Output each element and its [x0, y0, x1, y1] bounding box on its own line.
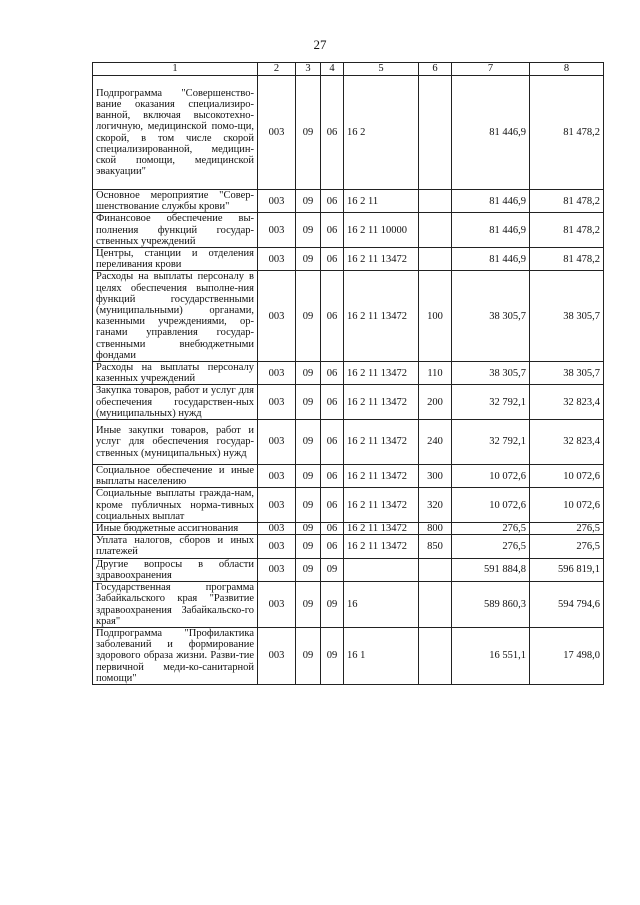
expense-type-cell: [419, 190, 452, 213]
table-header-row: [93, 63, 604, 76]
ministry-code-cell: 003: [258, 190, 296, 213]
section-code-cell: 09: [296, 76, 321, 190]
subsection-code-cell: 09: [321, 582, 344, 628]
amount-year2-cell: 17 498,0: [530, 627, 604, 684]
target-article-cell: 16 2 11: [344, 190, 419, 213]
ministry-code-cell: 003: [258, 558, 296, 581]
row-name-cell: Центры, станции и отделения переливания крови: [93, 248, 258, 271]
amount-year1-cell: 81 446,9: [452, 213, 530, 248]
row-name-cell: Уплата налогов, сборов и иных платежей: [93, 535, 258, 558]
ministry-code-cell: 003: [258, 627, 296, 684]
table-row: [93, 362, 604, 385]
amount-year1-cell: 589 860,3: [452, 582, 530, 628]
ministry-code-cell: 003: [258, 488, 296, 523]
column-header: 2: [258, 63, 296, 76]
target-article-cell: 16 2 11 10000: [344, 213, 419, 248]
amount-year2-cell: 276,5: [530, 535, 604, 558]
section-code-cell: 09: [296, 385, 321, 420]
subsection-code-cell: 06: [321, 248, 344, 271]
amount-year2-cell: 38 305,7: [530, 362, 604, 385]
amount-year1-cell: 81 446,9: [452, 76, 530, 190]
ministry-code-cell: 003: [258, 420, 296, 465]
amount-year1-cell: 16 551,1: [452, 627, 530, 684]
amount-year1-cell: 38 305,7: [452, 271, 530, 362]
amount-year1-cell: 276,5: [452, 535, 530, 558]
table-row: [93, 465, 604, 488]
amount-year2-cell: 596 819,1: [530, 558, 604, 581]
section-code-cell: 09: [296, 362, 321, 385]
row-name-cell: Иные закупки товаров, работ и услуг для обеспечения государ-ственных (муниципальных) нужд: [93, 420, 258, 465]
column-header: 8: [530, 63, 604, 76]
column-header: 3: [296, 63, 321, 76]
ministry-code-cell: 003: [258, 271, 296, 362]
row-name-cell: Расходы на выплаты персоналу казенных учреждений: [93, 362, 258, 385]
ministry-code-cell: 003: [258, 385, 296, 420]
expense-type-cell: 110: [419, 362, 452, 385]
row-name-cell: Социальное обеспечение и иные выплаты населению: [93, 465, 258, 488]
row-name-cell: Основное мероприятие "Совер-шенствование службы крови": [93, 190, 258, 213]
amount-year2-cell: 276,5: [530, 523, 604, 535]
target-article-cell: 16: [344, 582, 419, 628]
target-article-cell: 16 2 11 13472: [344, 248, 419, 271]
row-name-cell: Закупка товаров, работ и услуг для обеспечения государствен-ных (муниципальных) нужд: [93, 385, 258, 420]
column-header: 1: [93, 63, 258, 76]
amount-year2-cell: 10 072,6: [530, 465, 604, 488]
expense-type-cell: 300: [419, 465, 452, 488]
amount-year1-cell: 81 446,9: [452, 190, 530, 213]
target-article-cell: 16 1: [344, 627, 419, 684]
expense-type-cell: 800: [419, 523, 452, 535]
section-code-cell: 09: [296, 523, 321, 535]
page-number: 27: [313, 37, 327, 52]
ministry-code-cell: 003: [258, 213, 296, 248]
subsection-code-cell: 09: [321, 627, 344, 684]
amount-year2-cell: 10 072,6: [530, 488, 604, 523]
target-article-cell: 16 2: [344, 76, 419, 190]
ministry-code-cell: 003: [258, 76, 296, 190]
subsection-code-cell: 06: [321, 271, 344, 362]
table-row: [93, 420, 604, 465]
section-code-cell: 09: [296, 420, 321, 465]
amount-year2-cell: 594 794,6: [530, 582, 604, 628]
expense-type-cell: 100: [419, 271, 452, 362]
table-row: [93, 248, 604, 271]
section-code-cell: 09: [296, 248, 321, 271]
amount-year2-cell: 81 478,2: [530, 190, 604, 213]
subsection-code-cell: 06: [321, 385, 344, 420]
amount-year1-cell: 32 792,1: [452, 385, 530, 420]
table-row: [93, 523, 604, 535]
amount-year1-cell: 10 072,6: [452, 465, 530, 488]
section-code-cell: 09: [296, 627, 321, 684]
target-article-cell: 16 2 11 13472: [344, 535, 419, 558]
row-name-cell: Подпрограмма "Совершенство-вание оказания специализиро-ванной, включая высокотехно-логичную, медицинской помо-щи, скорой, в том числе скорой специализированной, медицин-ской помощи, медицинской эвакуации": [93, 76, 258, 190]
column-header: 4: [321, 63, 344, 76]
subsection-code-cell: 06: [321, 465, 344, 488]
amount-year1-cell: 276,5: [452, 523, 530, 535]
expense-type-cell: 320: [419, 488, 452, 523]
target-article-cell: [344, 558, 419, 581]
target-article-cell: 16 2 11 13472: [344, 488, 419, 523]
column-header: 6: [419, 63, 452, 76]
target-article-cell: 16 2 11 13472: [344, 523, 419, 535]
ministry-code-cell: 003: [258, 523, 296, 535]
subsection-code-cell: 06: [321, 420, 344, 465]
subsection-code-cell: 06: [321, 362, 344, 385]
subsection-code-cell: 09: [321, 558, 344, 581]
target-article-cell: 16 2 11 13472: [344, 420, 419, 465]
subsection-code-cell: 06: [321, 535, 344, 558]
subsection-code-cell: 06: [321, 190, 344, 213]
amount-year2-cell: 32 823,4: [530, 420, 604, 465]
expense-type-cell: 200: [419, 385, 452, 420]
expense-type-cell: [419, 582, 452, 628]
table-row: [93, 385, 604, 420]
row-name-cell: Другие вопросы в области здравоохранения: [93, 558, 258, 581]
ministry-code-cell: 003: [258, 465, 296, 488]
column-header: 5: [344, 63, 419, 76]
expense-type-cell: 850: [419, 535, 452, 558]
table-row: [93, 190, 604, 213]
column-header: 7: [452, 63, 530, 76]
subsection-code-cell: 06: [321, 523, 344, 535]
table-row: [93, 627, 604, 684]
amount-year1-cell: 81 446,9: [452, 248, 530, 271]
section-code-cell: 09: [296, 465, 321, 488]
row-name-cell: Государственная программа Забайкальского края "Развитие здравоохранения Забайкальско-го края": [93, 582, 258, 628]
table-row: [93, 582, 604, 628]
ministry-code-cell: 003: [258, 362, 296, 385]
amount-year2-cell: 81 478,2: [530, 76, 604, 190]
target-article-cell: 16 2 11 13472: [344, 385, 419, 420]
subsection-code-cell: 06: [321, 76, 344, 190]
expense-type-cell: [419, 627, 452, 684]
table-row: [93, 488, 604, 523]
expense-type-cell: [419, 213, 452, 248]
section-code-cell: 09: [296, 190, 321, 213]
amount-year1-cell: 10 072,6: [452, 488, 530, 523]
subsection-code-cell: 06: [321, 488, 344, 523]
budget-table: [92, 62, 604, 685]
target-article-cell: 16 2 11 13472: [344, 271, 419, 362]
row-name-cell: Иные бюджетные ассигнования: [93, 523, 258, 535]
section-code-cell: 09: [296, 271, 321, 362]
amount-year2-cell: 81 478,2: [530, 213, 604, 248]
amount-year2-cell: 81 478,2: [530, 248, 604, 271]
amount-year1-cell: 591 884,8: [452, 558, 530, 581]
expense-type-cell: [419, 248, 452, 271]
section-code-cell: 09: [296, 582, 321, 628]
row-name-cell: Расходы на выплаты персоналу в целях обеспечения выполне-ния функций государственными (муниципальными) органами, казенными учреждениями, ор-ганами управления государ-ственными внебюджетными фондами: [93, 271, 258, 362]
section-code-cell: 09: [296, 488, 321, 523]
expense-type-cell: 240: [419, 420, 452, 465]
expense-type-cell: [419, 76, 452, 190]
amount-year2-cell: 32 823,4: [530, 385, 604, 420]
subsection-code-cell: 06: [321, 213, 344, 248]
table-row: [93, 271, 604, 362]
amount-year1-cell: 38 305,7: [452, 362, 530, 385]
row-name-cell: Подпрограмма "Профилактика заболеваний и формирование здорового образа жизни. Разви-тие первичной меди-ко-санитарной помощи": [93, 627, 258, 684]
expense-type-cell: [419, 558, 452, 581]
section-code-cell: 09: [296, 213, 321, 248]
table-row: [93, 558, 604, 581]
ministry-code-cell: 003: [258, 535, 296, 558]
section-code-cell: 09: [296, 558, 321, 581]
amount-year1-cell: 32 792,1: [452, 420, 530, 465]
amount-year2-cell: 38 305,7: [530, 271, 604, 362]
ministry-code-cell: 003: [258, 582, 296, 628]
table-row: [93, 535, 604, 558]
table-row: [93, 213, 604, 248]
table-row: [93, 76, 604, 190]
row-name-cell: Финансовое обеспечение вы-полнения функций государ-ственных учреждений: [93, 213, 258, 248]
row-name-cell: Социальные выплаты гражда-нам, кроме публичных норма-тивных социальных выплат: [93, 488, 258, 523]
target-article-cell: 16 2 11 13472: [344, 362, 419, 385]
section-code-cell: 09: [296, 535, 321, 558]
ministry-code-cell: 003: [258, 248, 296, 271]
target-article-cell: 16 2 11 13472: [344, 465, 419, 488]
